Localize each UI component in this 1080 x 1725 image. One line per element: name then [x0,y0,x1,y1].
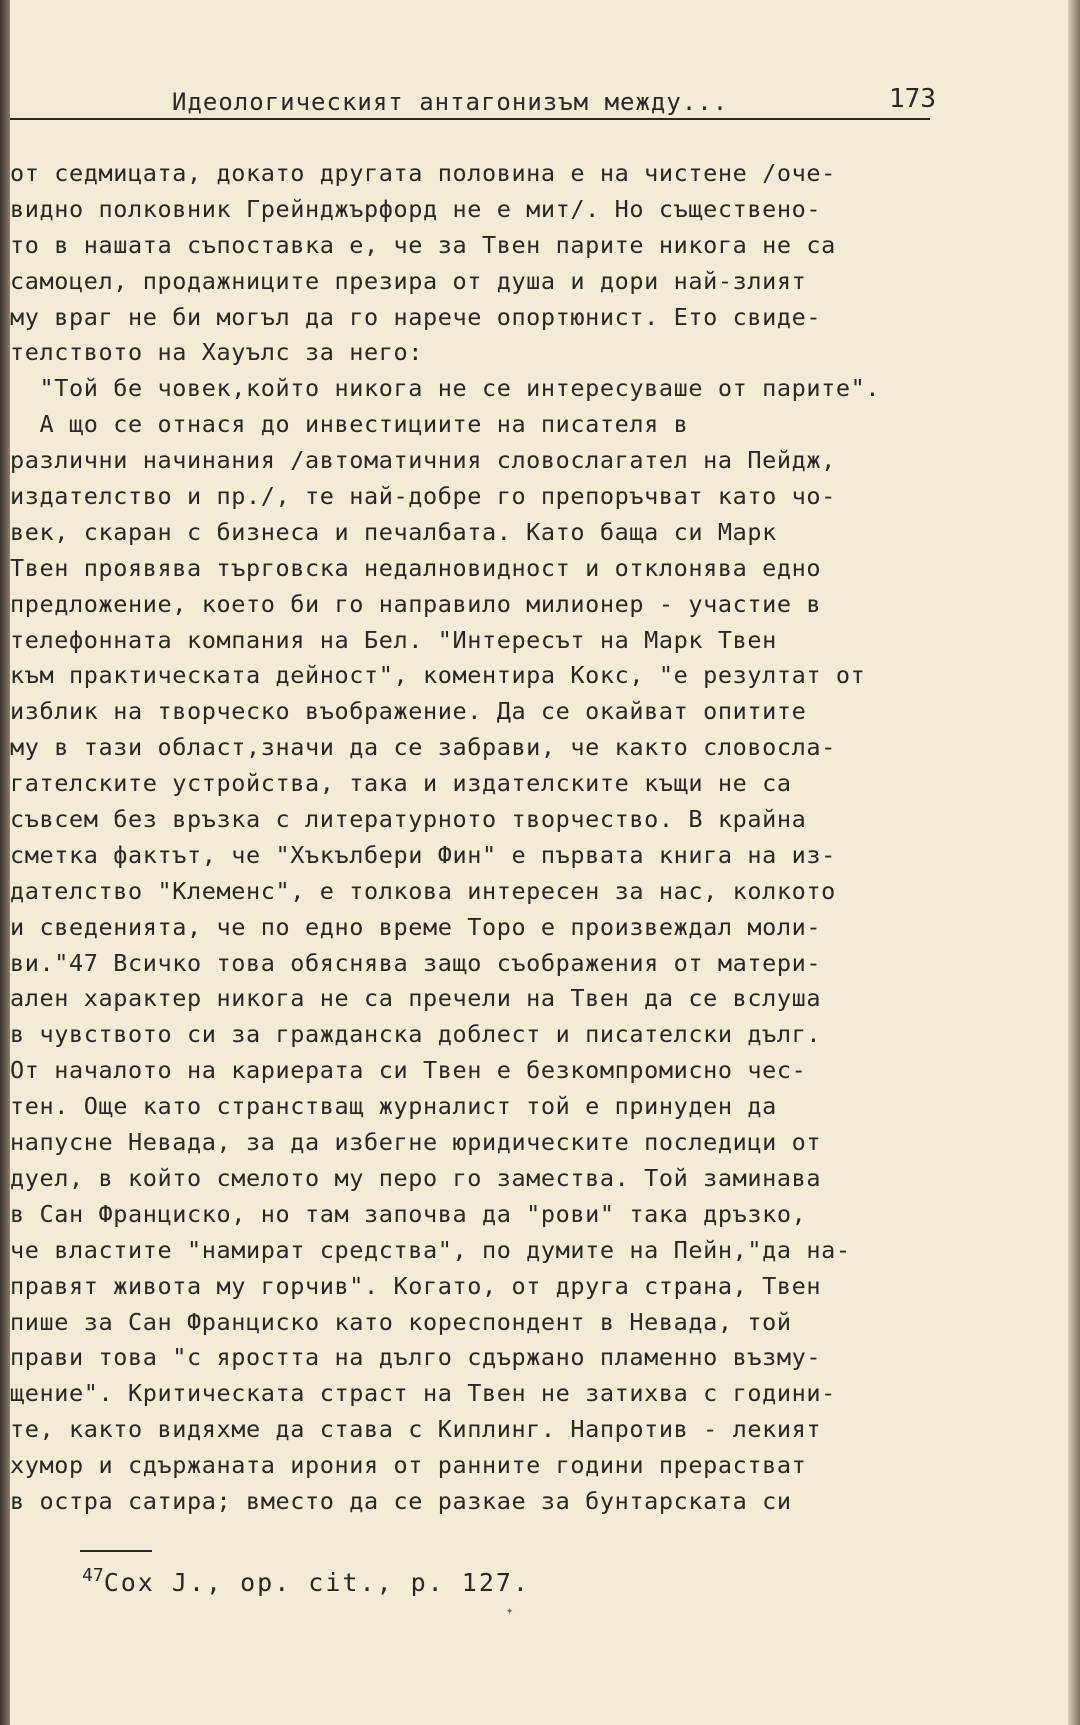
text-line: му в тази област,значи да се забрави, че както словосла- [10,733,836,762]
text-line: дуел, в който смелото му перо го замества. Той заминава [10,1163,822,1192]
footnote-rule [80,1550,152,1552]
text-line: в Сан Франциско, но там започва да "рови" така дръзко, [10,1199,807,1228]
text-line: те, както видяхме да става с Киплинг. Напротив - лекият [10,1415,822,1444]
text-line: в остра сатира; вместо да се разкае за бунтарската си [10,1486,792,1515]
text-line: самоцел, продажниците презира от душа и дори най-злият [10,266,807,295]
text-line: сметка фактът, че "Хъкълбери Фин" е първата книга на из- [10,840,836,869]
text-line: че властите "намират средства", по думите на Пейн,"да на- [10,1235,851,1264]
text-line: предложение, което би го направило милионер - участие в [10,589,822,618]
text-line: и сведенията, че по едно време Торо е произвеждал моли- [10,912,822,941]
text-line: ален характер никога не са пречели на Твен да се вслуша [10,984,822,1013]
text-line: към практическата дейност", коментира Кокс, "е резултат от [10,661,866,690]
running-title: Идеологическият антагонизъм между... [172,88,729,116]
text-line: изблик на творческо въображение. Да се окайват опитите [10,697,807,726]
header-rule [10,118,930,120]
text-line: телството на Хауълс за него: [10,338,423,367]
text-line: пише за Сан Франциско като кореспондент в Невада, той [10,1307,792,1336]
text-line: напусне Невада, за да избегне юридическите последици от [10,1128,822,1157]
text-line: му враг не би могъл да го нарече опортюнист. Ето свиде- [10,302,822,331]
footnote-text: Cox J., op. cit., p. 127. [103,1568,530,1597]
running-header [160,84,936,120]
text-line: Твен проявява търговска недалновидност и отклонява едно [10,553,822,582]
text-line: в чувството си за гражданска доблест и писателски дълг. [10,1020,822,1049]
text-line: прави това "с яростта на дълго сдържано пламенно възму- [10,1343,822,1372]
text-line: правят живота му горчив". Когато, от друга страна, Твен [10,1271,822,1300]
book-spine-shadow [0,0,10,1725]
body-text [10,156,950,1520]
text-line: век, скаран с бизнеса и печалбата. Като баща си Марк [10,517,777,546]
text-line: гателските устройства, така и издателските къщи не са [10,769,792,798]
text-line: различни начинания /автоматичния словослагател на Пейдж, [10,446,836,475]
text-line: издателство и пр./, те най-добре го препоръчват като чо- [10,482,836,511]
footnote-number: 47 [82,1565,104,1586]
ornament-mark: ✦ [506,1603,514,1617]
text-line: от седмицата, докато другата половина е на чистене /оче- [10,159,836,187]
text-line: тен. Още като странстващ журналист той е принуден да [10,1092,777,1121]
text-line: щение". Критическата страст на Твен не затихва с години- [10,1379,836,1408]
text-line: съвсем без връзка с литературното творчество. В крайна [10,805,807,834]
text-line: "Той бе човек,който никога не се интересуваше от парите". [10,374,881,403]
text-line: дателство "Клеменс", е толкова интересен за нас, колкото [10,876,836,905]
text-line: От началото на кариерата си Твен е безкомпромисно чес- [10,1056,807,1085]
text-line: видно полковник Грейнджърфорд не е мит/. Но съществено- [10,194,822,223]
text-line: то в нашата съпоставка е, че за Твен парите никога не са [10,230,836,259]
page-number: 173 [889,84,936,114]
text-line: А що се отнася до инвестициите на писателя в [10,410,689,439]
page-edge-shadow [1068,0,1080,1725]
footnote [82,1565,530,1597]
text-line: телефонната компания на Бел. "Интересът на Марк Твен [10,625,777,654]
text-line: хумор и сдържаната ирония от ранните години прерастват [10,1451,807,1480]
text-line: ви."47 Всичко това обяснява защо съображения от матери- [10,948,822,977]
